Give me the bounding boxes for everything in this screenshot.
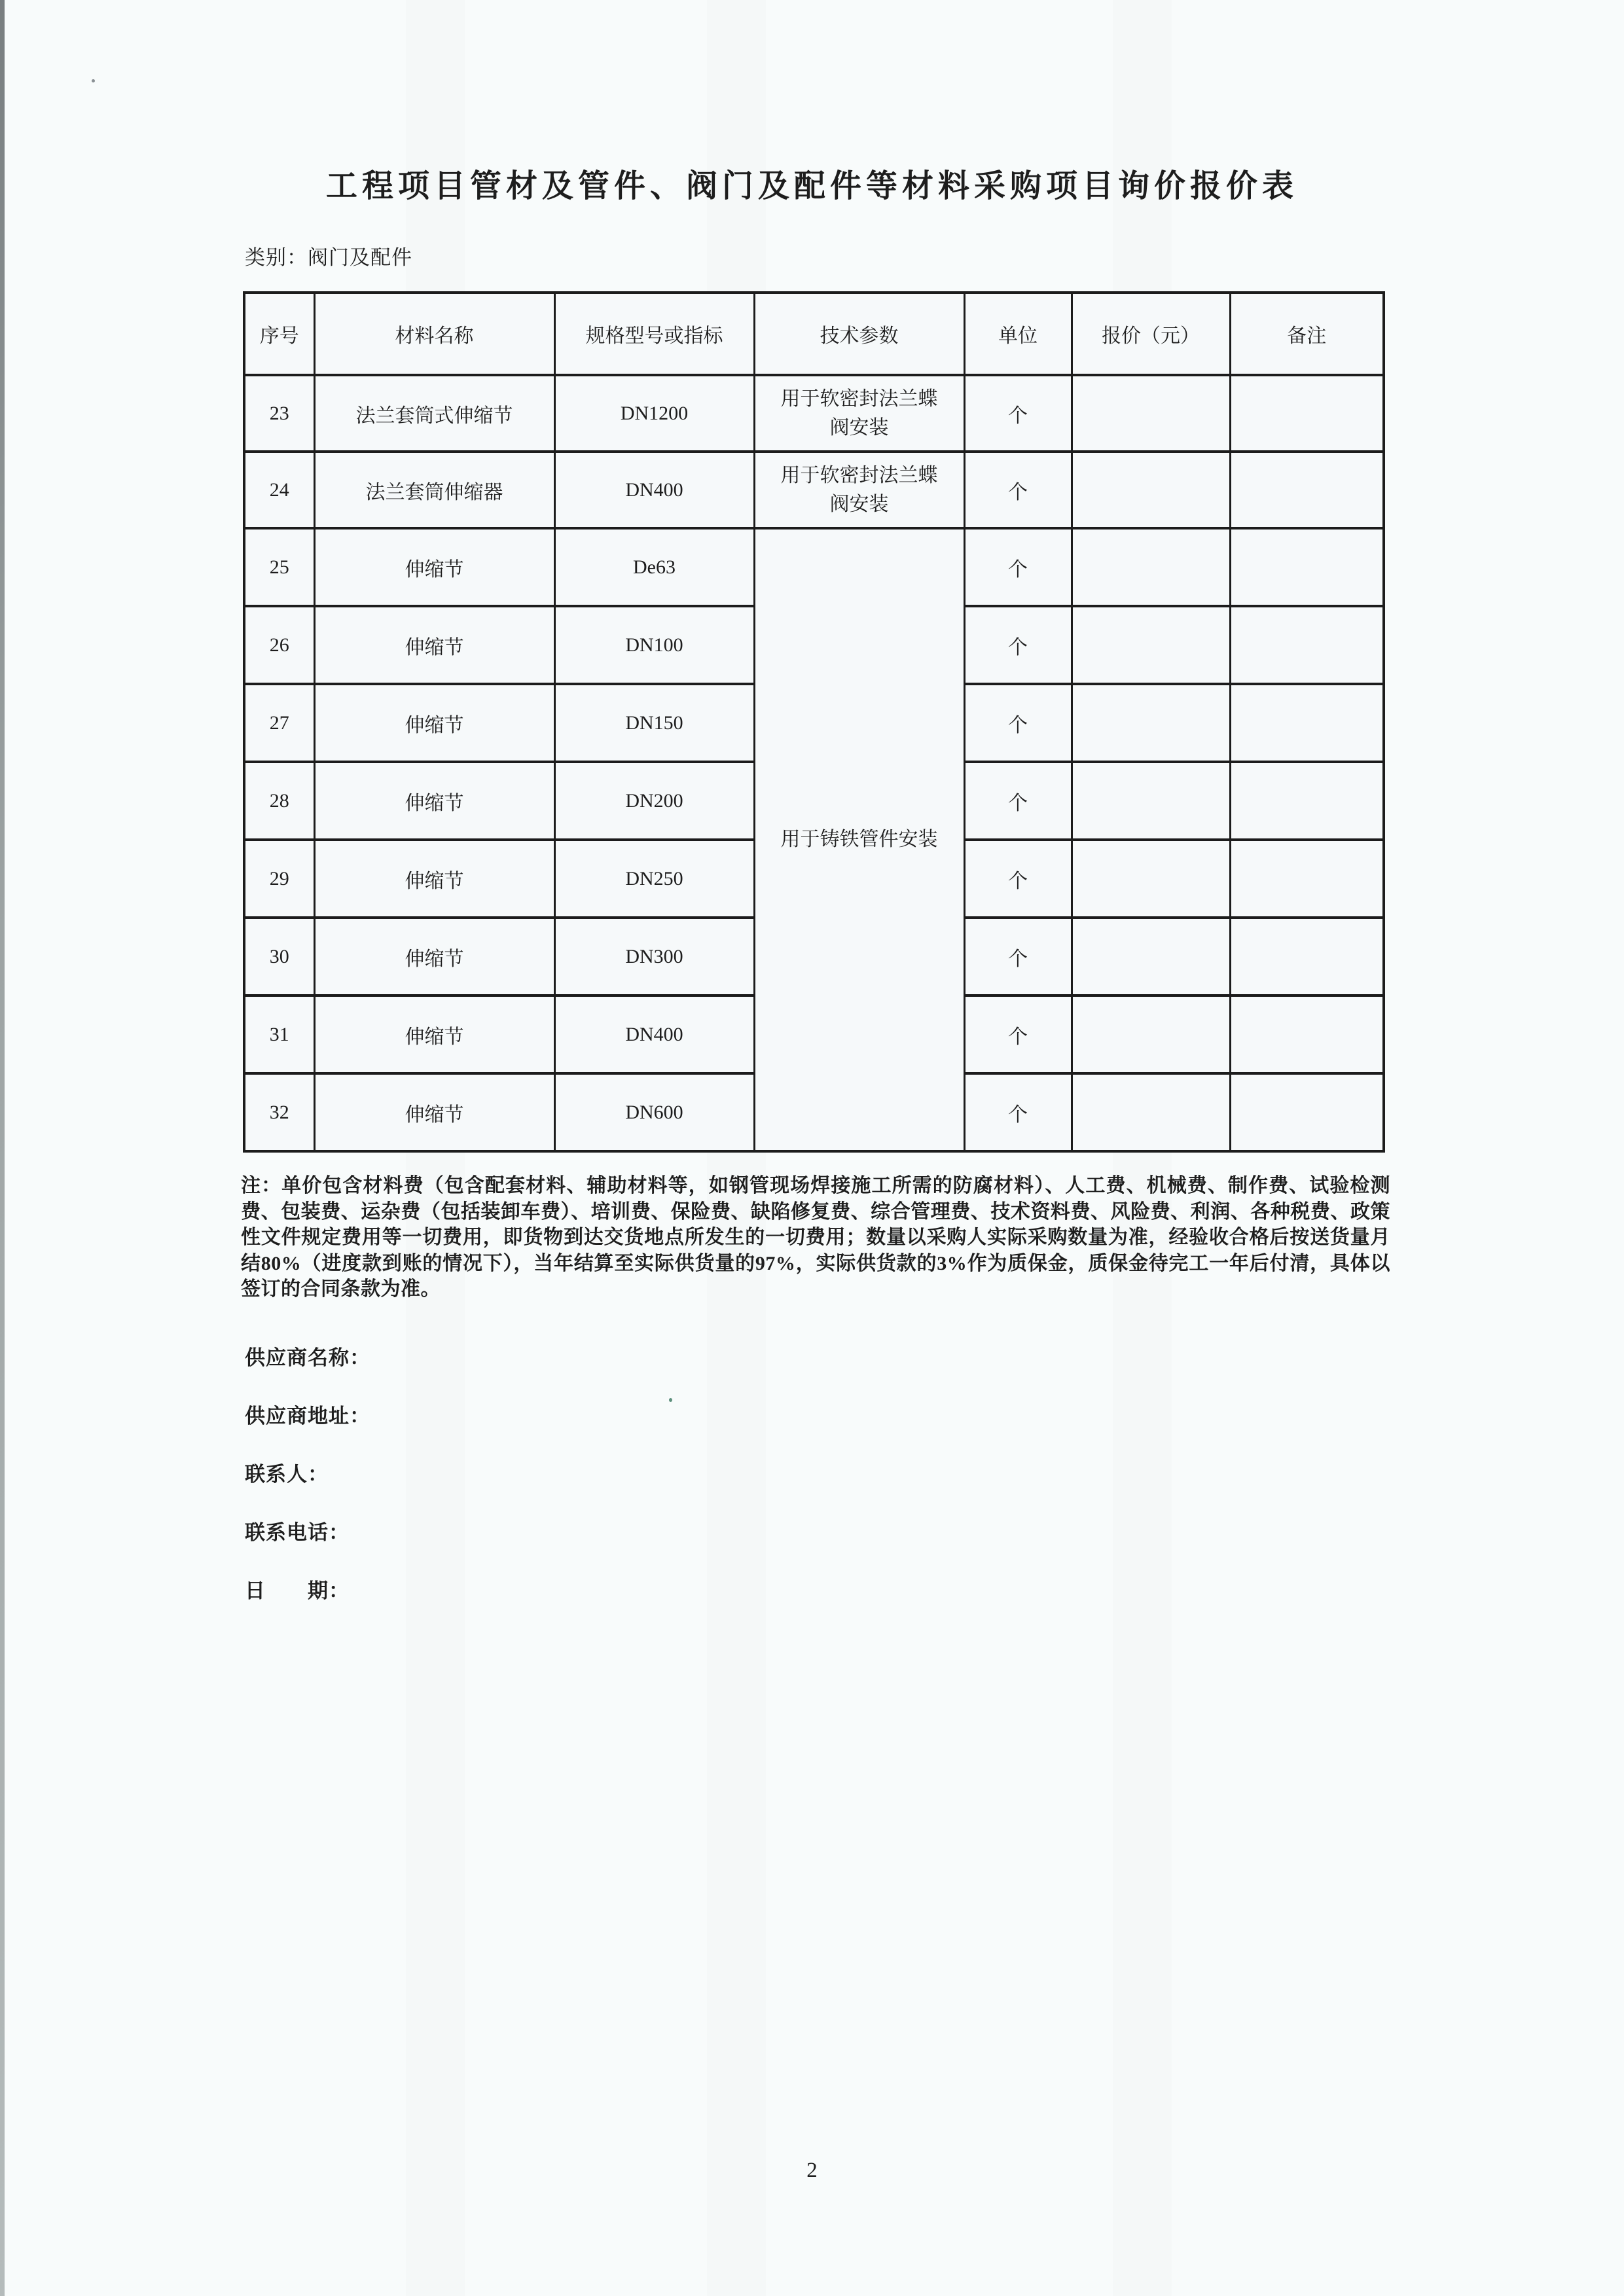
cell-unit: 个 — [964, 606, 1072, 684]
category-label: 类别： — [245, 246, 308, 269]
cell-remark — [1230, 996, 1384, 1073]
contact-person-label: 联系人： — [245, 1463, 329, 1486]
cell-spec: DN250 — [554, 840, 754, 918]
cell-remark — [1230, 840, 1384, 918]
cell-tech-params: 用于软密封法兰蝶阀安装 — [754, 452, 964, 528]
cell-spec: DN1200 — [554, 375, 754, 452]
cell-price — [1072, 375, 1230, 452]
supplier-address-label: 供应商地址： — [245, 1405, 370, 1427]
cell-remark — [1230, 452, 1384, 528]
col-header-material-name: 材料名称 — [314, 293, 554, 375]
cell-price — [1072, 1073, 1230, 1151]
page-title: 工程项目管材及管件、阀门及配件等材料采购项目询价报价表 — [325, 169, 1298, 204]
cell-material-name: 伸缩节 — [314, 918, 554, 996]
table-header-row — [244, 293, 1384, 375]
cell-seq: 26 — [244, 606, 314, 684]
cell-spec: DN400 — [554, 996, 754, 1073]
cell-price — [1072, 606, 1230, 684]
cell-seq: 32 — [244, 1073, 314, 1151]
col-header-remark: 备注 — [1230, 293, 1384, 375]
cell-material-name: 伸缩节 — [314, 1073, 554, 1151]
note-text: 注：单价包含材料费（包含配套材料、辅助材料等，如钢管现场焊接施工所需的防腐材料）、人工费、机械费、制作费、试验检测费、包装费、运杂费（包括装卸车费）、培训费、保险费、缺陷修复费、综合管理费、技术资料费、风险费、利润、各种税费、政策性文件规定费用等一切费用，即货物到达交货地点所发生的一切费用；数量以采购人实际采购数量为准，经验收合格后按送货量月结80%（进度款到账的情况下），当年结算至实际供货量的97%，实际供货款的3%作为质保金，质保金待完工一年后付清，具体以签订的合同条款为准。 — [241, 1175, 1390, 1300]
table-row — [244, 452, 1384, 528]
cell-unit: 个 — [964, 684, 1072, 762]
cell-price — [1072, 528, 1230, 606]
cell-unit: 个 — [964, 375, 1072, 452]
cell-remark — [1230, 1073, 1384, 1151]
col-header-price: 报价（元） — [1072, 293, 1230, 375]
cell-material-name: 伸缩节 — [314, 762, 554, 840]
supplier-block — [245, 1347, 370, 1638]
cell-material-name: 伸缩节 — [314, 606, 554, 684]
cell-unit: 个 — [964, 1073, 1072, 1151]
cell-material-name: 法兰套筒伸缩器 — [314, 452, 554, 528]
scan-edge-shadow — [0, 0, 5, 2296]
supplier-name-label: 供应商名称： — [245, 1346, 370, 1369]
cell-spec: DN150 — [554, 684, 754, 762]
table-row — [244, 528, 1384, 606]
scan-speck — [92, 79, 95, 82]
cell-seq: 27 — [244, 684, 314, 762]
cell-material-name: 伸缩节 — [314, 996, 554, 1073]
cell-remark — [1230, 918, 1384, 996]
cell-unit: 个 — [964, 452, 1072, 528]
cell-price — [1072, 918, 1230, 996]
table-row — [244, 375, 1384, 452]
cell-seq: 29 — [244, 840, 314, 918]
cell-material-name: 伸缩节 — [314, 528, 554, 606]
cell-price — [1072, 840, 1230, 918]
cell-price — [1072, 684, 1230, 762]
cell-remark — [1230, 606, 1384, 684]
cell-remark — [1230, 684, 1384, 762]
cell-seq: 31 — [244, 996, 314, 1073]
quotation-table — [243, 291, 1385, 1153]
col-header-spec: 规格型号或指标 — [554, 293, 754, 375]
col-header-tech-params: 技术参数 — [754, 293, 964, 375]
col-header-seq: 序号 — [244, 293, 314, 375]
cell-seq: 24 — [244, 452, 314, 528]
date-label: 日 期： — [245, 1579, 350, 1602]
scan-speck — [669, 1398, 672, 1402]
cell-remark — [1230, 762, 1384, 840]
cell-spec: DN600 — [554, 1073, 754, 1151]
page-number: 2 — [806, 2159, 818, 2182]
cell-remark — [1230, 375, 1384, 452]
cell-tech-params-merged: 用于铸铁管件安装 — [754, 528, 964, 1151]
cell-material-name: 法兰套筒式伸缩节 — [314, 375, 554, 452]
category-value: 阀门及配件 — [308, 246, 412, 269]
cell-remark — [1230, 528, 1384, 606]
cell-spec: DN100 — [554, 606, 754, 684]
cell-spec: DN200 — [554, 762, 754, 840]
cell-material-name: 伸缩节 — [314, 684, 554, 762]
cell-unit: 个 — [964, 918, 1072, 996]
cell-unit: 个 — [964, 996, 1072, 1073]
cell-price — [1072, 452, 1230, 528]
cell-unit: 个 — [964, 528, 1072, 606]
cell-material-name: 伸缩节 — [314, 840, 554, 918]
cell-seq: 30 — [244, 918, 314, 996]
cell-seq: 25 — [244, 528, 314, 606]
cell-price — [1072, 996, 1230, 1073]
cell-spec: DN300 — [554, 918, 754, 996]
col-header-unit: 单位 — [964, 293, 1072, 375]
cell-spec: DN400 — [554, 452, 754, 528]
cell-price — [1072, 762, 1230, 840]
cell-tech-params: 用于软密封法兰蝶阀安装 — [754, 375, 964, 452]
contact-phone-label: 联系电话： — [245, 1521, 350, 1544]
cell-spec: De63 — [554, 528, 754, 606]
category-line — [245, 246, 412, 270]
cell-seq: 23 — [244, 375, 314, 452]
cell-unit: 个 — [964, 840, 1072, 918]
cell-seq: 28 — [244, 762, 314, 840]
cell-unit: 个 — [964, 762, 1072, 840]
